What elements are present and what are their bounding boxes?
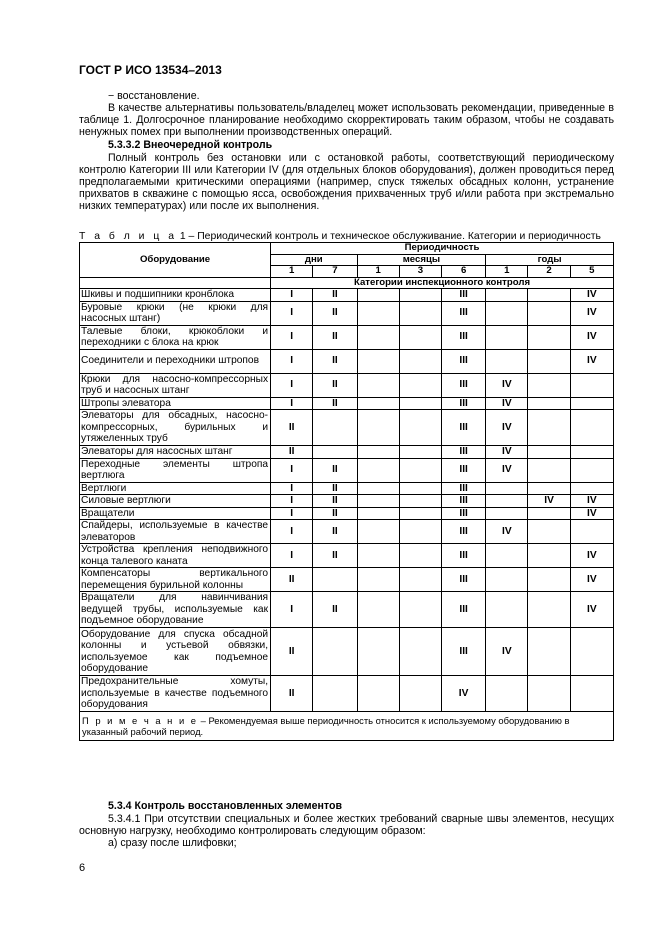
category-cell: IV	[486, 520, 528, 544]
subheader-years-5: 5	[570, 266, 613, 278]
subheader-months-6: 6	[442, 266, 486, 278]
category-cell: II	[271, 628, 313, 676]
category-cell: II	[271, 410, 313, 446]
table-note	[80, 712, 614, 741]
table-row	[80, 676, 614, 712]
category-cell	[313, 446, 357, 459]
category-cell: I	[271, 458, 313, 482]
category-cell: II	[313, 325, 357, 349]
category-cell: I	[271, 507, 313, 520]
category-cell: II	[313, 373, 357, 397]
section-heading-5-3-3-2: 5.3.3.2 Внеочередной контроль	[108, 139, 273, 151]
subheader-days-7: 7	[313, 266, 357, 278]
category-cell: I	[271, 301, 313, 325]
category-cell: III	[442, 458, 486, 482]
category-cell	[570, 676, 613, 712]
category-cell	[357, 676, 399, 712]
category-cell: III	[442, 628, 486, 676]
table-row	[80, 458, 614, 482]
table-row	[80, 592, 614, 628]
category-cell: II	[313, 289, 357, 302]
category-cell	[528, 349, 570, 373]
category-cell	[357, 482, 399, 495]
category-cell: IV	[486, 458, 528, 482]
category-cell	[399, 397, 441, 410]
table-caption	[79, 231, 619, 242]
category-cell: III	[442, 373, 486, 397]
category-cell: III	[442, 349, 486, 373]
table-body	[80, 289, 614, 741]
category-cell: IV	[570, 289, 613, 302]
category-cell	[399, 507, 441, 520]
category-cell	[357, 568, 399, 592]
equipment-name: Буровые крюки (не крюки для насосных штанг)	[80, 301, 271, 325]
category-cell	[357, 410, 399, 446]
equipment-name: Штропы элеватора	[80, 397, 271, 410]
category-cell	[399, 592, 441, 628]
category-cell	[357, 325, 399, 349]
category-cell: III	[442, 289, 486, 302]
category-cell	[570, 628, 613, 676]
category-cell	[570, 373, 613, 397]
category-cell	[357, 495, 399, 508]
category-cell: I	[271, 325, 313, 349]
table-row	[80, 628, 614, 676]
category-cell	[528, 592, 570, 628]
subheader-days-1: 1	[271, 266, 313, 278]
category-cell	[486, 289, 528, 302]
category-cell: I	[271, 495, 313, 508]
paragraph-restored-elements: 5.3.4.1 При отсутствии специальных и более жестких требований сварные швы элементов, несущих основную нагрузку, необходимо контролировать следующим образом:	[79, 813, 614, 837]
table-row	[80, 289, 614, 302]
category-cell	[486, 568, 528, 592]
category-cell: IV	[570, 349, 613, 373]
category-cell	[399, 544, 441, 568]
category-cell	[570, 482, 613, 495]
category-cell: IV	[570, 301, 613, 325]
category-cell	[399, 495, 441, 508]
category-cell	[528, 676, 570, 712]
category-cell: III	[442, 507, 486, 520]
subheader-months-1: 1	[357, 266, 399, 278]
category-cell: II	[313, 520, 357, 544]
category-cell	[528, 507, 570, 520]
category-cell: II	[271, 568, 313, 592]
table-row	[80, 544, 614, 568]
category-cell	[357, 544, 399, 568]
equipment-name: Элеваторы для обсадных, насосно-компрессорных, бурильных и утяжеленных труб	[80, 410, 271, 446]
category-cell	[486, 301, 528, 325]
category-cell	[357, 301, 399, 325]
category-cell	[570, 397, 613, 410]
category-cell	[486, 349, 528, 373]
category-cell: IV	[528, 495, 570, 508]
category-cell: II	[313, 592, 357, 628]
category-cell	[399, 482, 441, 495]
document-header: ГОСТ Р ИСО 13534–2013	[79, 63, 222, 77]
category-cell: IV	[486, 628, 528, 676]
table-row	[80, 495, 614, 508]
category-cell: IV	[570, 592, 613, 628]
equipment-name: Вращатели для навинчивания ведущей трубы, используемые как подъемное оборудование	[80, 592, 271, 628]
table-row	[80, 482, 614, 495]
category-cell: II	[313, 349, 357, 373]
category-cell: III	[442, 520, 486, 544]
category-cell	[357, 289, 399, 302]
category-cell	[313, 676, 357, 712]
table-caption-text: 1 – Периодический контроль и техническое обслуживание. Категории и периодичность	[177, 231, 601, 242]
category-cell	[399, 458, 441, 482]
category-cell	[486, 592, 528, 628]
equipment-name: Компенсаторы вертикального перемещения бурильной колонны	[80, 568, 271, 592]
table-row	[80, 568, 614, 592]
header-periodicity: Периодичность	[271, 243, 614, 255]
table-caption-label: Т а б л и ц а	[79, 231, 177, 242]
header-days: дни	[271, 254, 357, 266]
category-cell	[570, 458, 613, 482]
category-cell	[486, 544, 528, 568]
category-cell: I	[271, 397, 313, 410]
category-cell: IV	[570, 325, 613, 349]
equipment-name: Оборудование для спуска обсадной колонны и устьевой обвязки, используемое как подъемное оборудование	[80, 628, 271, 676]
category-cell: II	[271, 446, 313, 459]
paragraph-restoration: − восстановление.	[108, 90, 200, 102]
category-cell	[528, 373, 570, 397]
equipment-name: Силовые вертлюги	[80, 495, 271, 508]
category-cell	[486, 507, 528, 520]
category-cell	[357, 397, 399, 410]
equipment-name: Вертлюги	[80, 482, 271, 495]
category-cell	[486, 495, 528, 508]
table-row	[80, 397, 614, 410]
category-cell: II	[313, 397, 357, 410]
category-cell	[357, 349, 399, 373]
category-cell: IV	[442, 676, 486, 712]
category-cell	[357, 507, 399, 520]
category-cell	[313, 410, 357, 446]
subheader-months-3: 3	[399, 266, 441, 278]
category-cell: II	[271, 676, 313, 712]
category-cell	[528, 482, 570, 495]
category-cell: III	[442, 446, 486, 459]
table-row	[80, 373, 614, 397]
table-row	[80, 410, 614, 446]
category-cell: III	[442, 397, 486, 410]
category-cell: IV	[570, 568, 613, 592]
category-cell	[528, 628, 570, 676]
table-row	[80, 349, 614, 373]
category-cell	[528, 568, 570, 592]
page-number: 6	[79, 862, 86, 874]
category-cell: III	[442, 301, 486, 325]
category-cell: IV	[570, 495, 613, 508]
category-cell	[313, 568, 357, 592]
note-row	[80, 712, 614, 741]
table-row	[80, 520, 614, 544]
category-cell	[528, 544, 570, 568]
category-cell	[399, 628, 441, 676]
category-cell	[399, 325, 441, 349]
header-months: месяцы	[357, 254, 486, 266]
category-cell: II	[313, 482, 357, 495]
category-cell	[486, 325, 528, 349]
category-cell: I	[271, 520, 313, 544]
header-years: годы	[486, 254, 614, 266]
category-cell: III	[442, 544, 486, 568]
category-cell	[486, 676, 528, 712]
category-cell: I	[271, 349, 313, 373]
periodicity-table	[79, 242, 614, 741]
category-cell: II	[313, 458, 357, 482]
category-cell	[528, 325, 570, 349]
section-heading-5-3-4: 5.3.4 Контроль восстановленных элементов	[108, 800, 342, 812]
note-label: П р и м е ч а н и е	[82, 715, 199, 726]
category-cell	[357, 373, 399, 397]
category-cell: III	[442, 568, 486, 592]
category-cell: I	[271, 289, 313, 302]
category-cell	[399, 410, 441, 446]
category-cell: IV	[486, 446, 528, 459]
equipment-name: Предохранительные хомуты, используемые в качестве подъемного оборудования	[80, 676, 271, 712]
equipment-name: Устройства крепления неподвижного конца талевого каната	[80, 544, 271, 568]
table-row	[80, 446, 614, 459]
category-cell: II	[313, 507, 357, 520]
category-cell	[399, 301, 441, 325]
paragraph-alternative: В качестве альтернативы пользователь/владелец может использовать рекомендации, приведенные в таблице 1. Долгосрочное планирование необходимо скорректировать таким образом, чтобы не создавать ненужных помех при выполнении производственных операций.	[79, 102, 614, 138]
category-cell	[357, 458, 399, 482]
equipment-name: Элеваторы для насосных штанг	[80, 446, 271, 459]
category-cell: III	[442, 410, 486, 446]
equipment-name: Вращатели	[80, 507, 271, 520]
category-cell	[528, 520, 570, 544]
category-cell	[528, 410, 570, 446]
category-cell	[399, 349, 441, 373]
category-cell	[570, 520, 613, 544]
subheader-years-2: 2	[528, 266, 570, 278]
category-cell	[399, 289, 441, 302]
category-cell	[399, 373, 441, 397]
category-cell	[528, 397, 570, 410]
table-row	[80, 325, 614, 349]
category-cell: III	[442, 325, 486, 349]
category-cell: III	[442, 495, 486, 508]
equipment-name: Шкивы и подшипники кронблока	[80, 289, 271, 302]
category-cell	[313, 628, 357, 676]
category-cell: IV	[486, 410, 528, 446]
category-cell: III	[442, 482, 486, 495]
category-cell	[357, 446, 399, 459]
category-cell	[399, 568, 441, 592]
equipment-name: Крюки для насосно-компрессорных труб и насосных штанг	[80, 373, 271, 397]
category-cell: IV	[570, 544, 613, 568]
category-cell: III	[442, 592, 486, 628]
category-cell	[528, 301, 570, 325]
category-cell: II	[313, 495, 357, 508]
category-cell	[399, 520, 441, 544]
category-cell	[357, 520, 399, 544]
category-cell	[570, 410, 613, 446]
category-cell: II	[313, 301, 357, 325]
category-cell	[570, 446, 613, 459]
category-cell	[357, 592, 399, 628]
equipment-name: Талевые блоки, крюкоблоки и переходники с блока на крюк	[80, 325, 271, 349]
category-cell: I	[271, 592, 313, 628]
category-cell	[399, 446, 441, 459]
category-cell	[486, 482, 528, 495]
equipment-name: Спайдеры, используемые в качестве элеваторов	[80, 520, 271, 544]
category-cell: I	[271, 482, 313, 495]
equipment-name: Переходные элементы штропа вертлюга	[80, 458, 271, 482]
note-text: – Рекомендуемая выше периодичность относится к используемому оборудованию в указанный рабочий период.	[82, 715, 570, 737]
category-cell	[357, 628, 399, 676]
equipment-name: Соединители и переходники штропов	[80, 349, 271, 373]
header-blank	[80, 277, 271, 289]
table-row	[80, 301, 614, 325]
table-row	[80, 507, 614, 520]
subheader-years-1: 1	[486, 266, 528, 278]
category-cell: II	[313, 544, 357, 568]
category-cell: I	[271, 373, 313, 397]
category-cell	[528, 458, 570, 482]
category-cell	[528, 289, 570, 302]
paragraph-unscheduled-control: Полный контроль без остановки или с остановкой работы, соответствующий периодическому контролю Категории III или Категории IV (для отдельных блоков оборудования), должен проводиться перед предполагаемыми критическими операциями (например, спуск тяжелых обсадных колонн, устранение прихватов в скважине с помощью ясса, освобождения прихваченных труб и/или работа при экстремально низких температурах) или после их выполнения.	[79, 152, 614, 212]
header-inspection-categories: Категории инспекционного контроля	[271, 277, 614, 289]
category-cell	[399, 676, 441, 712]
category-cell: IV	[486, 397, 528, 410]
list-item-a: а) сразу после шлифовки;	[108, 837, 237, 849]
category-cell: I	[271, 544, 313, 568]
category-cell: IV	[486, 373, 528, 397]
header-equipment: Оборудование	[80, 243, 271, 278]
category-cell	[528, 446, 570, 459]
category-cell: IV	[570, 507, 613, 520]
